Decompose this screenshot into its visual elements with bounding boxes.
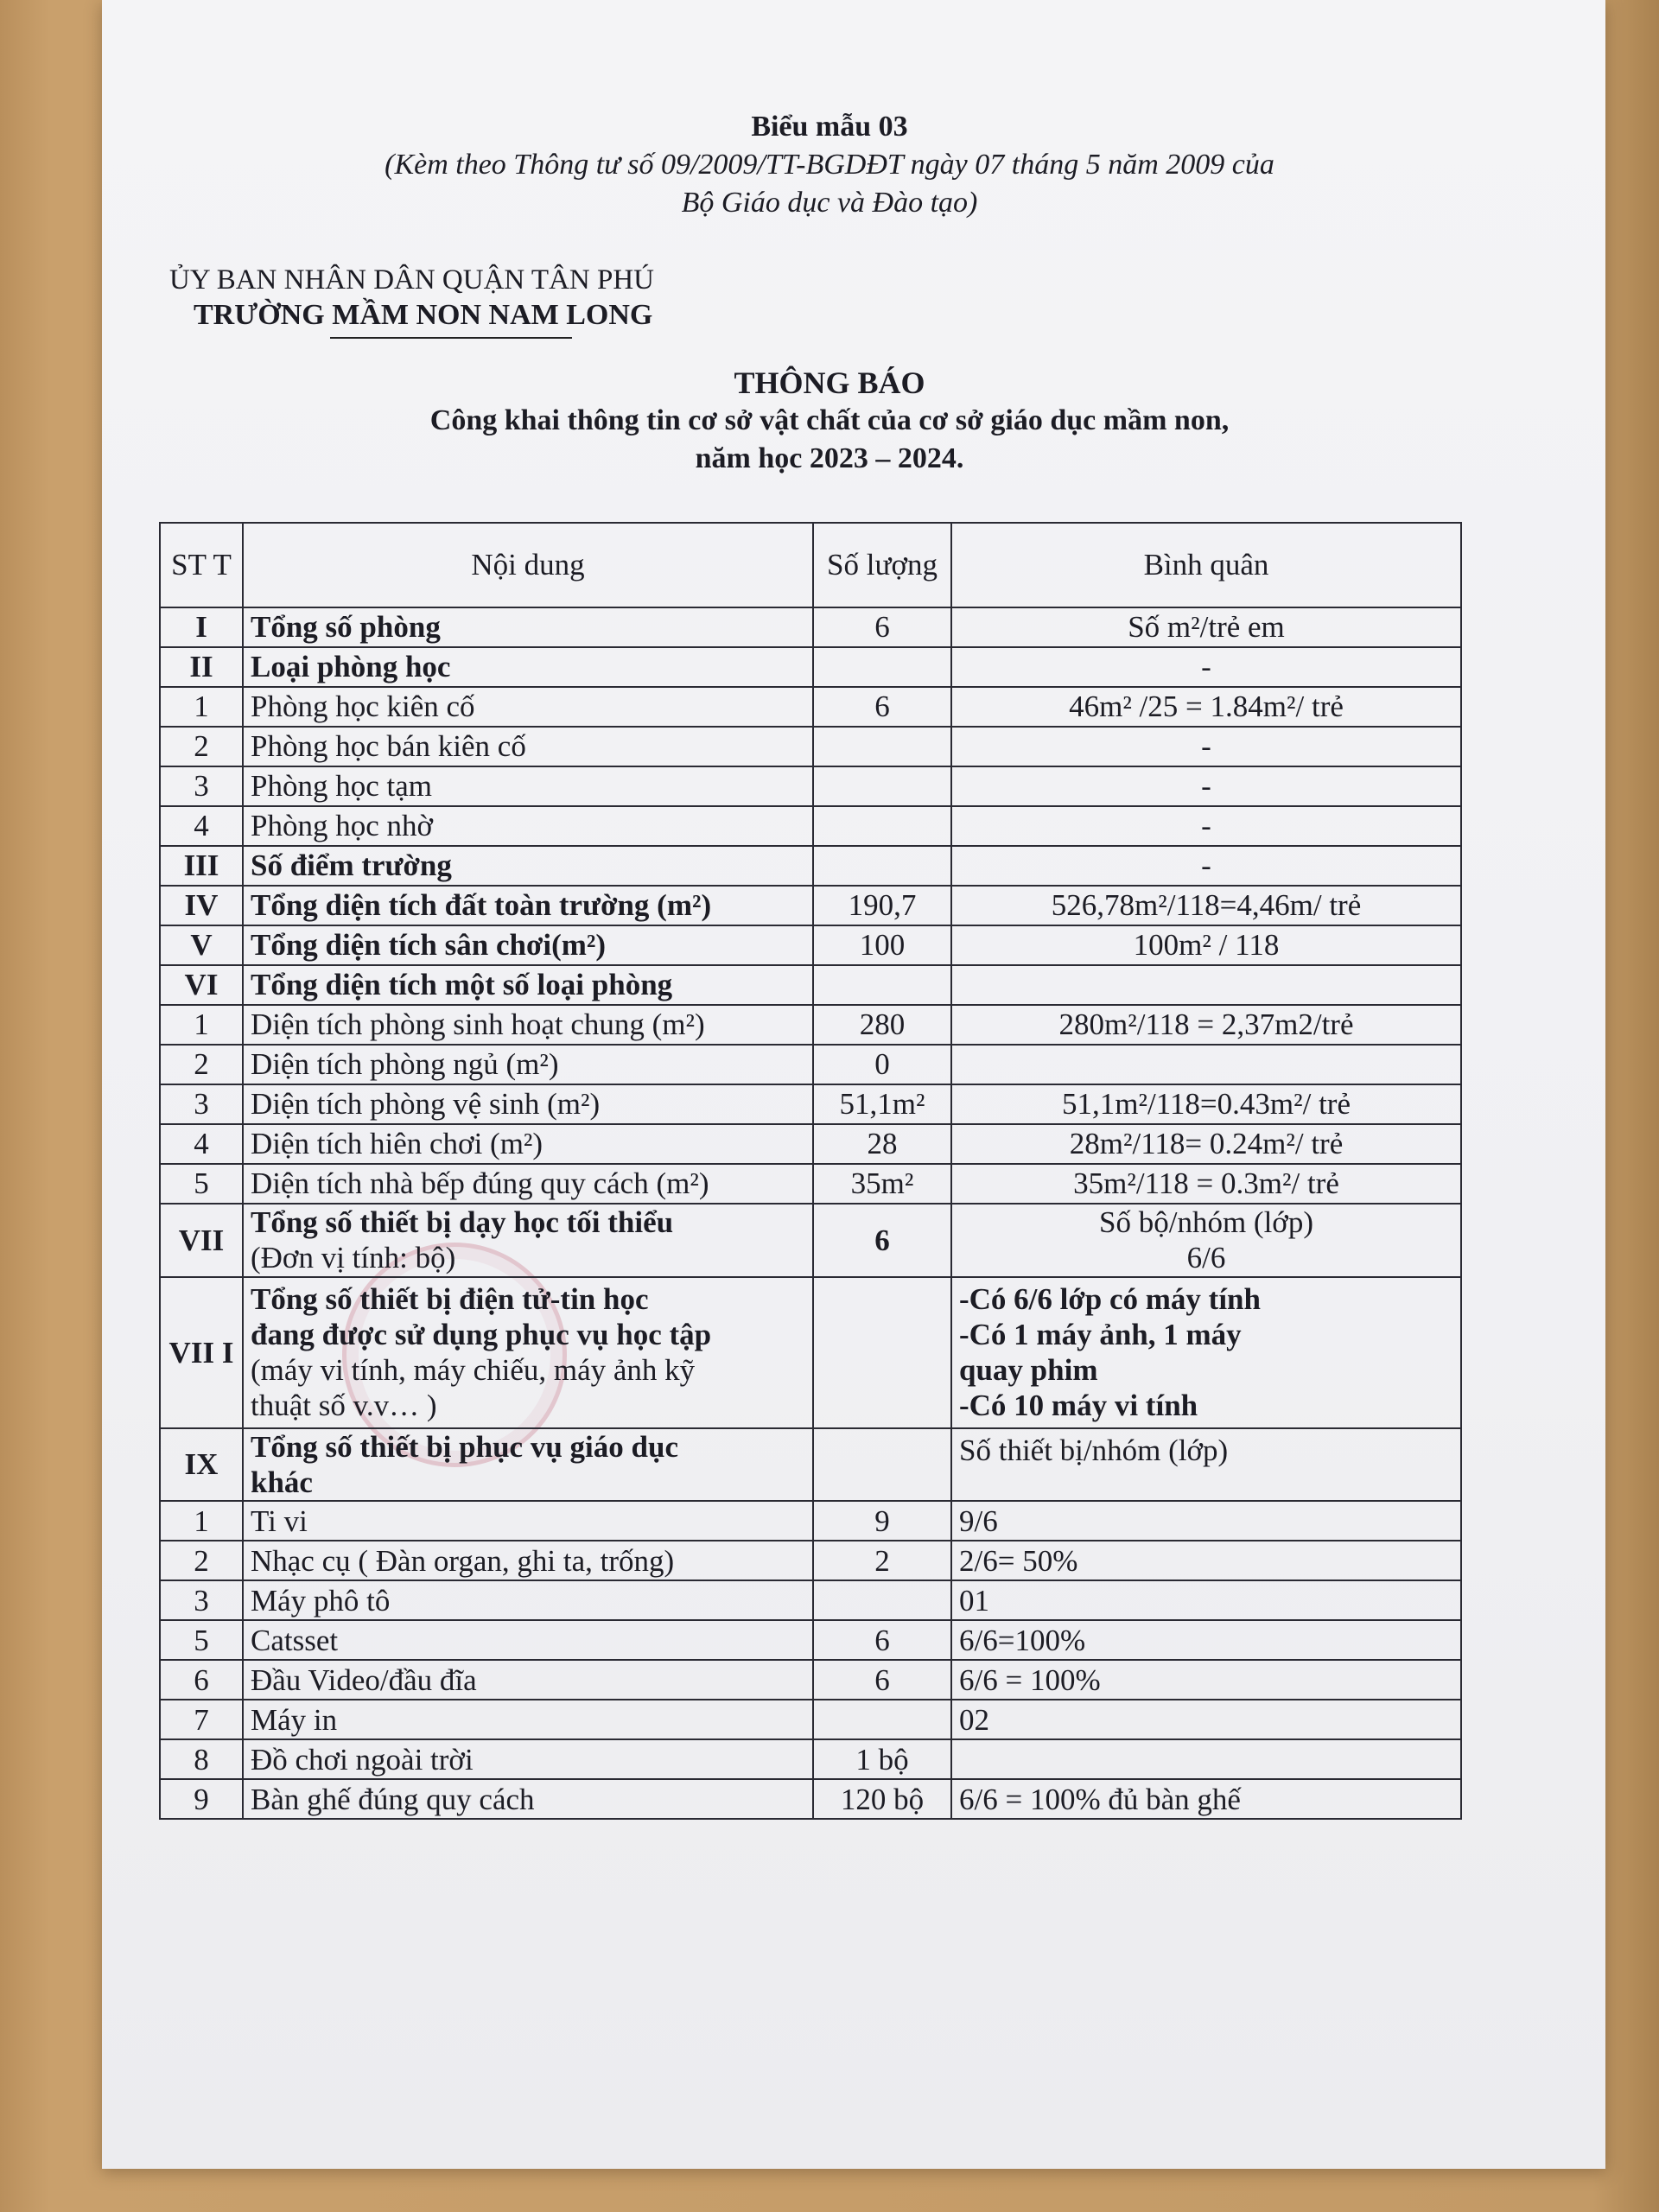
table-row [160,1045,1461,1084]
notice-subtitle-line-2: năm học 2023 – 2024. [695,442,964,474]
table-row [160,607,1461,647]
row-stt: 4 [160,1124,243,1164]
row-stt: 8 [160,1739,243,1779]
table-row [160,647,1461,687]
row-average-line: Số bộ/nhóm (lớp) [1099,1205,1313,1239]
row-stt: 1 [160,687,243,727]
row-average: 2/6= 50% [951,1541,1461,1580]
row-quantity: 280 [813,1005,951,1045]
row-stt: 3 [160,1084,243,1124]
row-quantity [813,965,951,1005]
table-row [160,727,1461,766]
reference-line-2: Bộ Giáo dục và Đào tạo) [681,187,978,219]
table-row-viii [160,1277,1461,1428]
table-row [160,806,1461,846]
table-row [160,1739,1461,1779]
row-average [951,1045,1461,1084]
row-average: 51,1m²/118=0.43m²/ trẻ [951,1084,1461,1124]
table-row [160,1124,1461,1164]
row-content: Tổng diện tích sân chơi(m²) [243,925,813,965]
row-average: - [951,846,1461,886]
table-row [160,1084,1461,1124]
row-quantity: 2 [813,1541,951,1580]
row-average: 100m² / 118 [951,925,1461,965]
row-stt: VII I [160,1277,243,1428]
row-content: Bàn ghế đúng quy cách [243,1779,813,1819]
row-quantity: 100 [813,925,951,965]
row-content: Đầu Video/đầu đĩa [243,1660,813,1700]
row-content: Phòng học bán kiên cố [243,727,813,766]
row-quantity: 51,1m² [813,1084,951,1124]
row-average: Số m²/trẻ em [951,607,1461,647]
row-content: Diện tích phòng ngủ (m²) [243,1045,813,1084]
row-average-line: -Có 1 máy ảnh, 1 máy [959,1317,1242,1351]
table-row [160,1501,1461,1541]
header-quantity: Số lượng [813,523,951,607]
row-quantity [813,766,951,806]
table-row [160,846,1461,886]
row-stt: 2 [160,727,243,766]
table-header-row [160,523,1461,607]
row-stt: 9 [160,1779,243,1819]
table-row [160,766,1461,806]
row-content: Catsset [243,1620,813,1660]
row-stt: VI [160,965,243,1005]
row-quantity [813,647,951,687]
row-average: - [951,647,1461,687]
school-name-underline [330,337,572,339]
reference-line-1: (Kèm theo Thông tư số 09/2009/TT-BGDĐT ngày 07 tháng 5 năm 2009 của [385,149,1274,181]
row-stt: 6 [160,1660,243,1700]
row-stt: VII [160,1204,243,1277]
table-row [160,1541,1461,1580]
row-stt: 5 [160,1164,243,1204]
row-content [243,1277,813,1428]
row-content-line: thuật số v.v… ) [251,1389,437,1423]
row-content: Máy in [243,1700,813,1739]
row-stt: 4 [160,806,243,846]
table-row [160,1700,1461,1739]
table-row [160,886,1461,925]
row-content: Loại phòng học [243,647,813,687]
row-stt: IX [160,1428,243,1502]
row-average-line: -Có 10 máy vi tính [959,1389,1198,1423]
row-content-line: (Đơn vị tính: bộ) [251,1241,456,1275]
row-average: 526,78m²/118=4,46m/ trẻ [951,886,1461,925]
row-content: Tổng diện tích đất toàn trường (m²) [243,886,813,925]
row-content: Diện tích phòng vệ sinh (m²) [243,1084,813,1124]
table-row [160,1005,1461,1045]
row-content-line: Tổng số thiết bị điện tử-tin học [251,1281,649,1316]
row-content: Đồ chơi ngoài trời [243,1739,813,1779]
row-quantity [813,1580,951,1620]
row-average: - [951,727,1461,766]
notice-title: THÔNG BÁO [734,365,925,400]
row-quantity [813,806,951,846]
row-average: 46m² /25 = 1.84m²/ trẻ [951,687,1461,727]
row-content-line: (máy vi tính, máy chiếu, máy ảnh kỹ [251,1353,696,1388]
table-row [160,1779,1461,1819]
row-average: 6/6 = 100% đủ bàn ghế [951,1779,1461,1819]
row-average: - [951,806,1461,846]
row-content: Số điểm trường [243,846,813,886]
row-quantity [813,1428,951,1502]
table-row-vii [160,1204,1461,1277]
row-quantity: 120 bộ [813,1779,951,1819]
row-average [951,1277,1461,1428]
row-stt: 2 [160,1541,243,1580]
row-quantity: 6 [813,687,951,727]
row-quantity [813,1700,951,1739]
row-content-line: đang được sử dụng phục vụ học tập [251,1317,712,1351]
table-row [160,1620,1461,1660]
row-quantity [813,846,951,886]
row-average-line: quay phim [959,1353,1098,1388]
row-content: Phòng học tạm [243,766,813,806]
row-average: 6/6=100% [951,1620,1461,1660]
row-content: Tổng số phòng [243,607,813,647]
row-content: Máy phô tô [243,1580,813,1620]
row-average: 280m²/118 = 2,37m2/trẻ [951,1005,1461,1045]
row-content: Nhạc cụ ( Đàn organ, ghi ta, trống) [243,1541,813,1580]
row-average-line: -Có 6/6 lớp có máy tính [959,1281,1261,1316]
row-quantity [813,1277,951,1428]
table-row [160,925,1461,965]
school-name: TRƯỜNG MẦM NON NAM LONG [194,299,653,331]
row-quantity: 6 [813,1204,951,1277]
row-content: Tổng diện tích một số loại phòng [243,965,813,1005]
row-stt: 5 [160,1620,243,1660]
row-content [243,1428,813,1502]
row-stt: 1 [160,1005,243,1045]
row-content: Diện tích nhà bếp đúng quy cách (m²) [243,1164,813,1204]
header-stt: ST T [160,523,243,607]
row-average: Số thiết bị/nhóm (lớp) [951,1428,1461,1502]
table-row [160,1660,1461,1700]
row-quantity: 6 [813,1660,951,1700]
row-stt: II [160,647,243,687]
header-average: Bình quân [951,523,1461,607]
row-stt: 7 [160,1700,243,1739]
facility-table [159,522,1462,1820]
row-content-line: Tổng số thiết bị dạy học tối thiểu [251,1205,674,1239]
row-quantity: 28 [813,1124,951,1164]
row-stt: 3 [160,1580,243,1620]
header-content: Nội dung [243,523,813,607]
row-stt: IV [160,886,243,925]
row-average-line: 6/6 [1186,1241,1226,1275]
row-average: 28m²/118= 0.24m²/ trẻ [951,1124,1461,1164]
row-stt: 3 [160,766,243,806]
row-stt: V [160,925,243,965]
row-content: Phòng học nhờ [243,806,813,846]
table-row-ix [160,1428,1461,1502]
row-content-line: Tổng số thiết bị phục vụ giáo dục [251,1429,678,1464]
row-quantity: 6 [813,607,951,647]
row-stt: I [160,607,243,647]
row-average: 01 [951,1580,1461,1620]
row-content: Ti vi [243,1501,813,1541]
row-quantity: 35m² [813,1164,951,1204]
table-row [160,687,1461,727]
row-quantity: 1 bộ [813,1739,951,1779]
row-average: 6/6 = 100% [951,1660,1461,1700]
row-content: Diện tích hiên chơi (m²) [243,1124,813,1164]
row-content: Phòng học kiên cố [243,687,813,727]
row-average [951,1204,1461,1277]
row-average [951,965,1461,1005]
table-row [160,1164,1461,1204]
row-stt: III [160,846,243,886]
table-row [160,1580,1461,1620]
row-average [951,1739,1461,1779]
table-row [160,965,1461,1005]
row-average: 9/6 [951,1501,1461,1541]
form-title: Biểu mẫu 03 [751,111,908,143]
row-average: - [951,766,1461,806]
row-content [243,1204,813,1277]
row-quantity [813,727,951,766]
row-quantity: 9 [813,1501,951,1541]
row-average: 02 [951,1700,1461,1739]
row-average: 35m²/118 = 0.3m²/ trẻ [951,1164,1461,1204]
notice-subtitle-line-1: Công khai thông tin cơ sở vật chất của cơ sở giáo dục mầm non, [429,404,1230,436]
row-quantity: 190,7 [813,886,951,925]
row-stt: 2 [160,1045,243,1084]
parent-organization: ỦY BAN NHÂN DÂN QUẬN TÂN PHÚ [169,264,654,296]
row-quantity: 0 [813,1045,951,1084]
row-content-line: khác [251,1465,313,1500]
row-quantity: 6 [813,1620,951,1660]
row-content: Diện tích phòng sinh hoạt chung (m²) [243,1005,813,1045]
row-stt: 1 [160,1501,243,1541]
